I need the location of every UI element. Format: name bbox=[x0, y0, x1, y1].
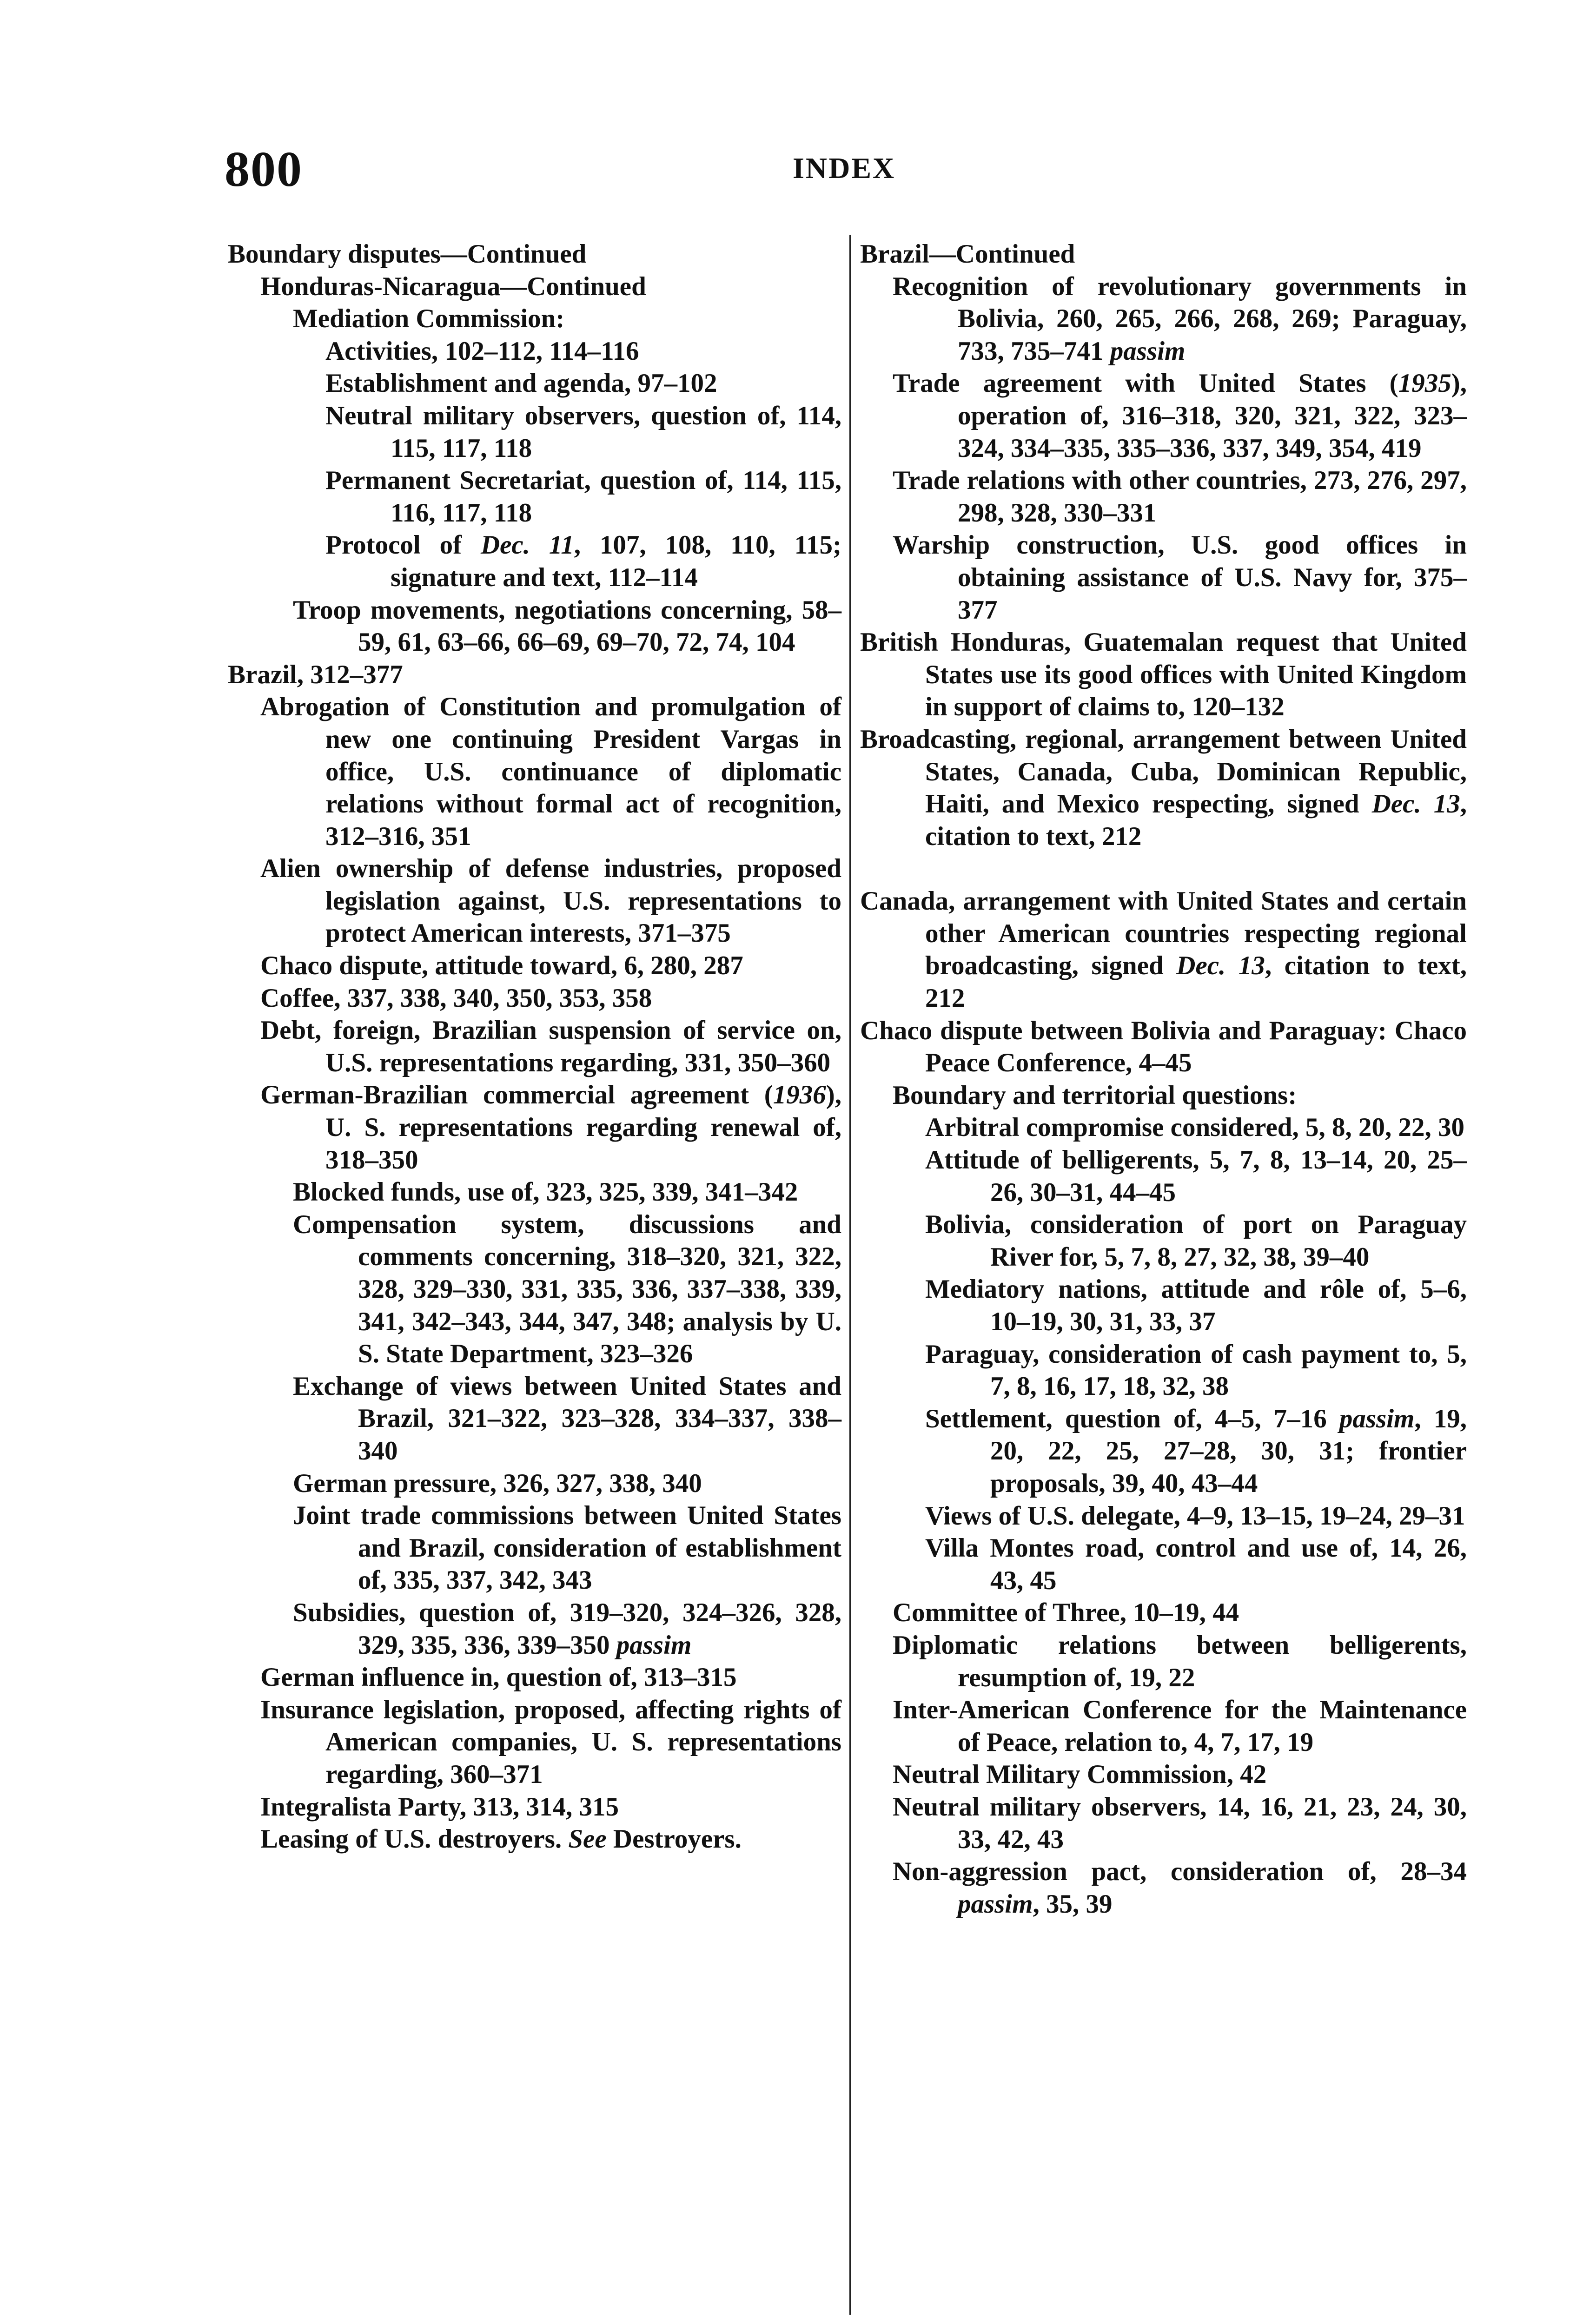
index-entry-text: Non-aggression pact, consideration of, 28–34 bbox=[893, 1857, 1467, 1887]
index-entry bbox=[228, 271, 841, 303]
index-entry-text: Debt, foreign, Brazilian suspension of service on, U.S. representations regarding, 331, 350–360 bbox=[260, 1016, 841, 1077]
index-entry-text: Warship construction, U.S. good offices in obtaining assistance of U.S. Navy for, 375–377 bbox=[893, 530, 1467, 625]
right-column bbox=[860, 238, 1467, 1920]
index-entry bbox=[860, 464, 1467, 529]
index-entry-text: Paraguay, consideration of cash payment to, 5, 7, 8, 16, 17, 18, 32, 38 bbox=[925, 1339, 1467, 1401]
index-entry-italic: Dec. 13 bbox=[1371, 789, 1460, 819]
column-divider bbox=[849, 235, 851, 2315]
index-entry bbox=[228, 1208, 841, 1370]
index-entry bbox=[860, 1855, 1467, 1920]
index-entry bbox=[228, 1597, 841, 1661]
index-entry-italic: passim bbox=[1339, 1404, 1415, 1433]
index-entry-text: Attitude of belligerents, 5, 7, 8, 13–14, 20, 25–26, 30–31, 44–45 bbox=[925, 1145, 1467, 1207]
index-entry-italic: Dec. 13 bbox=[1176, 951, 1265, 981]
index-entry-text: Arbitral compromise considered, 5, 8, 20, 22, 30 bbox=[925, 1113, 1464, 1142]
index-entry bbox=[860, 1532, 1467, 1597]
index-entry-text: German-Brazilian commercial agreement ( bbox=[260, 1080, 773, 1110]
index-entry-text: Honduras-Nicaragua—Continued bbox=[260, 271, 646, 301]
index-entry-text: Mediation Commission: bbox=[293, 304, 565, 334]
index-entry-italic: 1935 bbox=[1398, 369, 1451, 398]
index-entry-italic: See bbox=[568, 1824, 607, 1854]
index-entry bbox=[228, 1694, 841, 1791]
index-entry bbox=[228, 1661, 841, 1694]
index-entry bbox=[860, 885, 1467, 1014]
index-entry-text: Alien ownership of defense industries, proposed legislation against, U.S. representations to protect American interests, 371–375 bbox=[260, 854, 841, 948]
index-entry-text: Joint trade commissions between United States and Brazil, consideration of establishment of, 335, 337, 342, 343 bbox=[293, 1501, 841, 1595]
index-entry-text: Neutral military observers, 14, 16, 21, 23, 24, 30, 33, 42, 43 bbox=[893, 1792, 1467, 1854]
index-entry bbox=[860, 238, 1467, 271]
index-entry bbox=[860, 1144, 1467, 1208]
index-entry bbox=[228, 1370, 841, 1467]
index-entry-text: Committee of Three, 10–19, 44 bbox=[893, 1598, 1239, 1628]
index-entry-text: Broadcasting, regional, arrangement between United States, Canada, Cuba, Dominican Republic, Haiti, and Mexico respecting, signed bbox=[860, 724, 1467, 819]
index-entry-continuation: ), U. S. representations regarding renewal of, 318–350 bbox=[325, 1080, 841, 1175]
index-entry bbox=[228, 1499, 841, 1597]
index-entry-text: Recognition of revolutionary governments in Bolivia, 260, 265, 266, 268, 269; Paraguay, 733, 735–741 bbox=[893, 271, 1467, 366]
index-entry bbox=[228, 1791, 841, 1823]
index-entry-italic: passim bbox=[958, 1889, 1033, 1919]
index-entry bbox=[228, 335, 841, 368]
index-entry-text: Brazil—Continued bbox=[860, 239, 1075, 269]
index-entry bbox=[860, 1758, 1467, 1791]
index-entry bbox=[228, 1467, 841, 1500]
index-entry-continuation: , 35, 39 bbox=[1033, 1889, 1113, 1919]
index-entry bbox=[860, 1791, 1467, 1855]
index-entry-text: Exchange of views between United States and Brazil, 321–322, 323–328, 334–337, 338–340 bbox=[293, 1371, 841, 1466]
index-entry-text: Compensation system, discussions and comments concerning, 318–320, 321, 322, 328, 329–330, 331, 335, 336, 337–338, 339, 341, 342–343, 344, 347, 348; analysis by U. S. State Department, 323–326 bbox=[293, 1209, 841, 1369]
index-entry bbox=[228, 529, 841, 594]
index-entry bbox=[860, 626, 1467, 723]
index-entry bbox=[860, 1338, 1467, 1403]
index-entry-text: Villa Montes road, control and use of, 14, 26, 43, 45 bbox=[925, 1533, 1467, 1595]
index-entry-text: Boundary and territorial questions: bbox=[893, 1080, 1297, 1110]
index-entry-italic: Dec. 11 bbox=[480, 530, 574, 560]
index-entry-italic: passim bbox=[1110, 336, 1186, 366]
index-entry-text: German influence in, question of, 313–315 bbox=[260, 1663, 737, 1692]
index-entry-text: Trade relations with other countries, 273, 276, 297, 298, 328, 330–331 bbox=[893, 466, 1467, 528]
index-entry bbox=[228, 1014, 841, 1079]
index-entry-text: Neutral Military Commission, 42 bbox=[893, 1760, 1267, 1789]
index-entry-text: Inter-American Conference for the Maintenance of Peace, relation to, 4, 7, 17, 19 bbox=[893, 1695, 1467, 1757]
index-entry bbox=[860, 1273, 1467, 1338]
index-entry bbox=[860, 1629, 1467, 1694]
index-entry bbox=[228, 691, 841, 852]
index-entry bbox=[228, 594, 841, 659]
index-entry bbox=[860, 1208, 1467, 1273]
index-entry-text: Chaco dispute, attitude toward, 6, 280, 287 bbox=[260, 951, 743, 981]
index-entry-text: Diplomatic relations between belligerents, resumption of, 19, 22 bbox=[893, 1630, 1467, 1692]
index-entry-text: Leasing of U.S. destroyers. bbox=[260, 1824, 569, 1854]
index-entry bbox=[860, 529, 1467, 626]
index-entry-text: British Honduras, Guatemalan request that United States use its good offices with United Kingdom in support of claims to, 120–132 bbox=[860, 627, 1467, 722]
index-entry-continuation: , 107, 108, 110, 115; signature and text, 112–114 bbox=[391, 530, 841, 592]
index-entry bbox=[228, 303, 841, 335]
index-entry bbox=[860, 1015, 1467, 1079]
index-entry-text: Brazil, 312–377 bbox=[228, 660, 403, 689]
index-entry-text: Integralista Party, 313, 314, 315 bbox=[260, 1792, 619, 1822]
index-entry-text: Chaco dispute between Bolivia and Paraguay: Chaco Peace Conference, 4–45 bbox=[860, 1016, 1467, 1078]
index-entry-text: Protocol of bbox=[325, 530, 481, 560]
index-entry bbox=[860, 723, 1467, 852]
index-entry-text: Trade agreement with United States ( bbox=[893, 369, 1398, 398]
index-entry bbox=[228, 950, 841, 982]
index-entry-italic: passim bbox=[616, 1630, 692, 1660]
index-entry-text: Boundary disputes—Continued bbox=[228, 239, 587, 269]
index-entry-text: Canada, arrangement with United States and certain other American countries respecting regional broadcasting, signed bbox=[860, 886, 1467, 981]
page-number: 800 bbox=[225, 142, 303, 197]
index-entry-continuation: , citation to text, 212 bbox=[925, 951, 1467, 1013]
index-entry bbox=[228, 464, 841, 529]
left-column bbox=[228, 238, 841, 1855]
index-entry-text: Mediatory nations, attitude and rôle of, 5–6, 10–19, 30, 31, 33, 37 bbox=[925, 1274, 1467, 1336]
index-entry bbox=[228, 1079, 841, 1176]
index-entry bbox=[860, 367, 1467, 464]
index-entry bbox=[228, 1823, 841, 1855]
index-entry-continuation: Destroyers. bbox=[606, 1824, 742, 1854]
index-entry bbox=[860, 1500, 1467, 1532]
index-entry-text: Subsidies, question of, 319–320, 324–326, 328, 329, 335, 336, 339–350 bbox=[293, 1598, 841, 1660]
index-entry-text: Abrogation of Constitution and promulgation of new one continuing President Vargas in office, U.S. continuance of diplomatic relations without formal act of recognition, 312–316, 351 bbox=[260, 692, 841, 851]
running-head: INDEX bbox=[793, 152, 896, 185]
index-entry bbox=[228, 982, 841, 1015]
index-entry-text: Coffee, 337, 338, 340, 350, 353, 358 bbox=[260, 983, 652, 1013]
index-entry-text: Activities, 102–112, 114–116 bbox=[325, 336, 639, 366]
index-entry bbox=[228, 238, 841, 271]
index-entry bbox=[860, 1403, 1467, 1500]
index-entry bbox=[860, 1597, 1467, 1629]
index-entry-continuation: ), operation of, 316–318, 320, 321, 322, 323–324, 334–335, 335–336, 337, 349, 354, 419 bbox=[958, 369, 1467, 463]
index-entry bbox=[228, 1176, 841, 1208]
index-entry-text: Settlement, question of, 4–5, 7–16 bbox=[925, 1404, 1339, 1433]
index-entry bbox=[860, 1694, 1467, 1758]
index-entry-text: Bolivia, consideration of port on Paraguay River for, 5, 7, 8, 27, 32, 38, 39–40 bbox=[925, 1210, 1467, 1272]
index-entry-text: Establishment and agenda, 97–102 bbox=[325, 369, 717, 398]
index-entry-text: Blocked funds, use of, 323, 325, 339, 341–342 bbox=[293, 1177, 798, 1207]
index-entry bbox=[228, 852, 841, 950]
index-entry-continuation: , citation to text, 212 bbox=[925, 789, 1467, 851]
index-entry bbox=[228, 659, 841, 691]
index-entry bbox=[228, 367, 841, 400]
index-entry bbox=[860, 1111, 1467, 1144]
index-entry-text: Views of U.S. delegate, 4–9, 13–15, 19–24, 29–31 bbox=[925, 1501, 1465, 1531]
index-entry-text: German pressure, 326, 327, 338, 340 bbox=[293, 1468, 702, 1498]
index-entry-text: Troop movements, negotiations concerning, 58–59, 61, 63–66, 66–69, 69–70, 72, 74, 104 bbox=[293, 595, 841, 657]
index-entry bbox=[860, 1079, 1467, 1112]
index-entry-continuation: , 19, 20, 22, 25, 27–28, 30, 31; frontier proposals, 39, 40, 43–44 bbox=[990, 1404, 1467, 1498]
index-entry-text: Insurance legislation, proposed, affecting rights of American companies, U. S. representations regarding, 360–371 bbox=[260, 1695, 841, 1789]
index-entry-text: Neutral military observers, question of, 114, 115, 117, 118 bbox=[325, 401, 841, 463]
index-entry-text: Permanent Secretariat, question of, 114, 115, 116, 117, 118 bbox=[325, 466, 841, 528]
index-entry bbox=[860, 271, 1467, 368]
index-entry-italic: 1936 bbox=[773, 1080, 826, 1110]
index-entry bbox=[228, 400, 841, 464]
